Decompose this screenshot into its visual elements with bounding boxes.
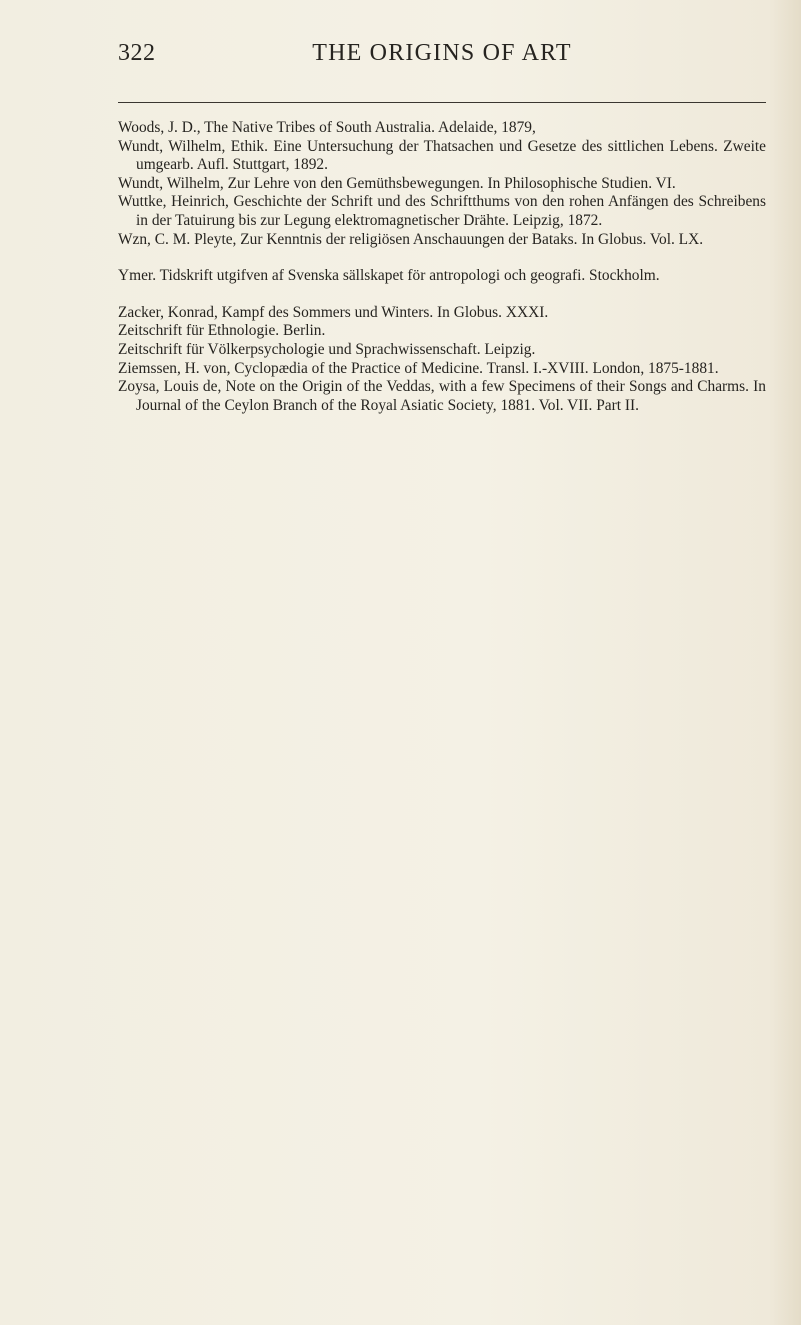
bibliography-entry: Zoysa, Louis de, Note on the Origin of the Veddas, with a few Specimens of their Songs and Charms. In Journal of the Ceylon Branch of the Royal Asiatic Society, 1881. Vol. VII. Part II.	[118, 378, 766, 414]
page-header	[118, 40, 766, 80]
running-title: THE ORIGINS OF ART	[312, 40, 572, 66]
bibliography-entry: Zeitschrift für Ethnologie. Berlin.	[118, 322, 326, 340]
bibliography-entry: Ymer. Tidskrift utgifven af Svenska sällskapet för antropologi och geografi. Stockholm.	[118, 267, 660, 285]
bibliography-entry: Zeitschrift für Völkerpsychologie und Sprachwissenschaft. Leipzig.	[118, 340, 536, 358]
header-rule	[118, 102, 766, 103]
bibliography-entry: Wzn, C. M. Pleyte, Zur Kenntnis der religiösen Anschauungen der Bataks. In Globus. Vol. LX.	[118, 230, 704, 248]
bibliography-list	[118, 119, 766, 415]
bibliography-entry: Wundt, Wilhelm, Zur Lehre von den Gemüthsbewegungen. In Philosophische Studien. VI.	[118, 174, 676, 192]
bibliography-entry: Ziemssen, H. von, Cyclopædia of the Practice of Medicine. Transl. I.-XVIII. London, 1875-1881.	[118, 359, 719, 377]
bibliography-entry: Woods, J. D., The Native Tribes of South Australia. Adelaide, 1879,	[118, 119, 536, 136]
bibliography-entry: Wuttke, Heinrich, Geschichte der Schrift und des Schriftthums von den rohen Anfängen des Schreibens in der Tatuirung bis zur Legung elektromagnetischer Drähte. Leipzig, 1872.	[118, 193, 766, 229]
bibliography-entry: Wundt, Wilhelm, Ethik. Eine Untersuchung der Thatsachen und Gesetze des sittlichen Lebens. Zweite umgearb. Aufl. Stuttgart, 1892.	[118, 137, 766, 174]
bibliography-entry: Zacker, Konrad, Kampf des Sommers und Winters. In Globus. XXXI.	[118, 303, 549, 321]
page-number: 322	[118, 40, 156, 66]
